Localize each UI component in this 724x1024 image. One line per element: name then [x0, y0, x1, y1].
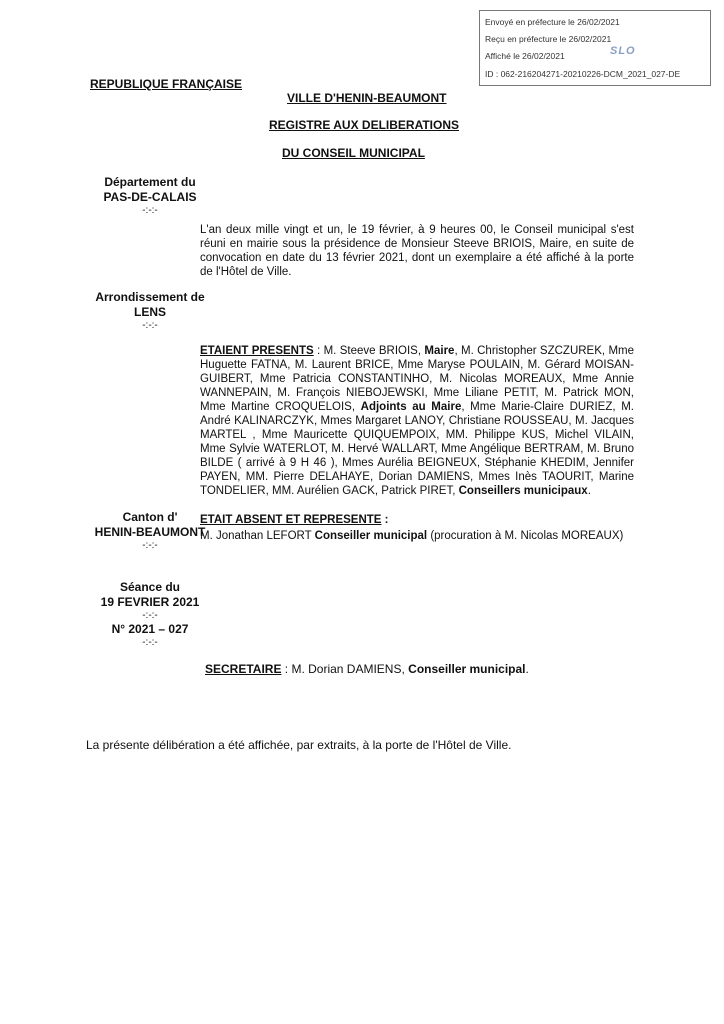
secretaire-end: . [525, 662, 529, 676]
seance-label: Séance du [119, 580, 181, 594]
adjoints-role: Adjoints au Maire [360, 401, 462, 413]
deliberation-number: N° 2021 – 027 [111, 622, 189, 636]
canton-value: HENIN-BEAUMONT [94, 525, 206, 539]
stamp-recu: Reçu en préfecture le 26/02/2021 [485, 34, 612, 44]
registre-heading: REGISTRE AUX DELIBERATIONS [269, 118, 460, 132]
secretaire-text: : M. Dorian DAMIENS, [281, 662, 409, 676]
secretaire-role: Conseiller municipal [408, 662, 526, 676]
presents-text-3: , Mme Marie-Claire DURIEZ, M. André KALINARCZYK, Mmes Margaret LANOY, Christiane ROUSSEAU, M. Jacques MARTEL , Mme Mauricette QUIQUEMPOIX, MM. Philippe KUS, Michel VILAIN, Mme Sylvie WATERLOT, M. Hervé WALLART, Mme Angélique BERTRAM, M. Bruno BILDE ( arrivé à 9 H 46 ), Mmes Aurélia BEIGNEUX, Stéphanie KHEDIM, Jennifer PAYEN, MM. Pierre DELAHAYE, Dorian DAMIENS, Mmes Inès TAOURIT, Marine TONDELIER, MM. Aurélien GACK, Patrick PIRET, [200, 401, 634, 497]
presents-end: . [587, 485, 591, 497]
secretaire-label: SECRETAIRE [205, 662, 282, 676]
conseil-heading: DU CONSEIL MUNICIPAL [282, 146, 425, 160]
intro-paragraph: L'an deux mille vingt et un, le 19 février, à 9 heures 00, le Conseil municipal s'est réuni en mairie sous la présidence de Monsieur Steeve BRIOIS, Maire, en suite de convocation en date du 13 février 2021, dont un exemplaire a été affiché à la porte de l'Hôtel de Ville. [200, 224, 634, 278]
canton-label: Canton d' [122, 510, 178, 524]
seance-block [70, 580, 230, 649]
departement-label: Département du [104, 175, 196, 189]
slo-logo-icon: SLO [610, 45, 636, 57]
stamp-affiche: Affiché le 26/02/2021 [485, 51, 565, 61]
secretaire-line [205, 662, 529, 676]
conseillers-role: Conseillers municipaux [458, 485, 588, 497]
separator: -:-:- [142, 637, 158, 648]
departement-value: PAS-DE-CALAIS [103, 190, 197, 204]
absent-colon: : [381, 514, 389, 526]
stamp-envoye: Envoyé en préfecture le 26/02/2021 [485, 17, 620, 27]
presents-text-1: : M. Steeve BRIOIS, [313, 345, 425, 357]
republique-heading: REPUBLIQUE FRANÇAISE [90, 77, 243, 91]
absent-heading [200, 514, 389, 526]
absent-label: ETAIT ABSENT ET REPRESENTE [200, 514, 382, 526]
absent-procuration: (procuration à M. Nicolas MOREAUX) [427, 530, 624, 542]
presents-label: ETAIENT PRESENTS [200, 345, 314, 357]
absent-role: Conseiller municipal [314, 530, 428, 542]
departement-block [70, 175, 230, 217]
arrondissement-block [70, 290, 230, 332]
presents-paragraph [200, 344, 634, 498]
arrondissement-label: Arrondissement de [95, 290, 205, 304]
separator: -:-:- [142, 320, 158, 331]
prefecture-stamp [479, 10, 711, 86]
absent-name: M. Jonathan LEFORT [200, 530, 315, 542]
absent-line [200, 530, 623, 542]
arrondissement-value: LENS [133, 305, 166, 319]
stamp-id: ID : 062-216204271-20210226-DCM_2021_027-DE [485, 69, 681, 79]
maire-role: Maire [424, 345, 455, 357]
separator: -:-:- [142, 205, 158, 216]
ville-heading: VILLE D'HENIN-BEAUMONT [287, 91, 447, 105]
footer-note: La présente délibération a été affichée, par extraits, à la porte de l'Hôtel de Ville. [86, 738, 512, 752]
separator: -:-:- [142, 610, 158, 621]
separator: -:-:- [142, 540, 158, 551]
seance-date: 19 FEVRIER 2021 [100, 595, 200, 609]
presents-text-2: , M. Christopher SZCZUREK, Mme Huguette FATNA, M. Laurent BRICE, Mme Maryse POULAIN, M. Gérard MOISAN-GUIBERT, Mme Patricia CONSTANTINHO, M. Nicolas MOREAUX, Mme Annie WANNEPAIN, M. François NIEBOJEWSKI, Mme Liliane PETIT, M. Patrick MON, Mme Martine CROQUELOIS, [200, 345, 634, 413]
